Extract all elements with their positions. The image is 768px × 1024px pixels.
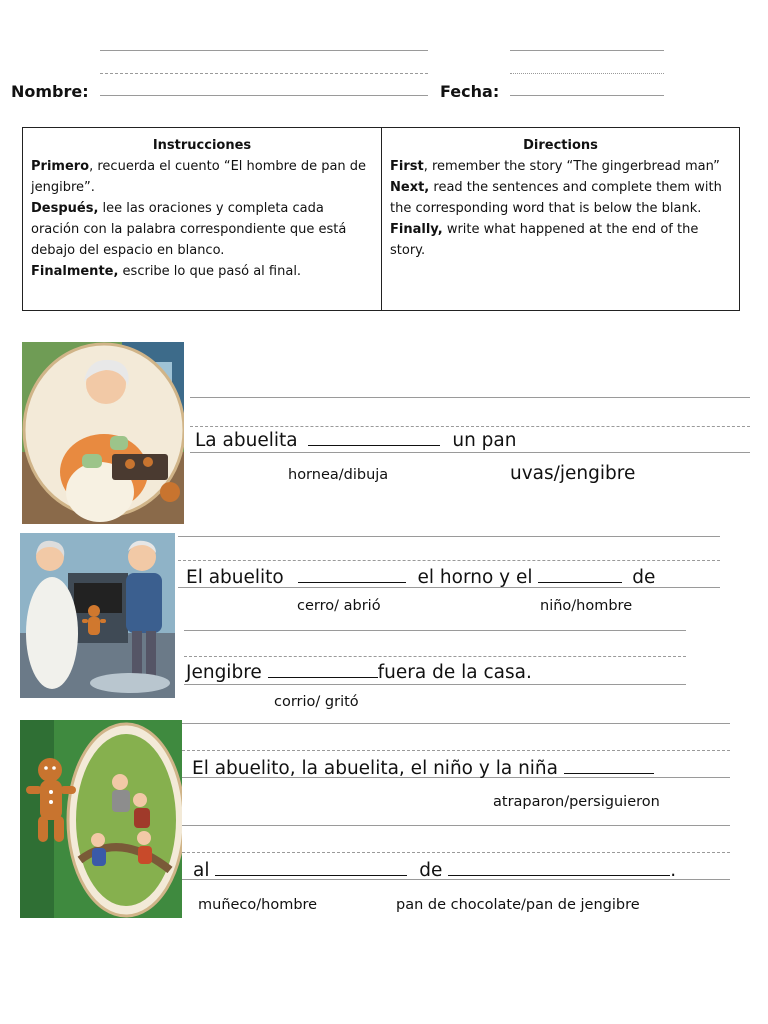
hint-2a: cerro/ abrió [297,598,381,614]
ex5-line-top [182,825,730,826]
sentence-3: Jengibre fuera de la casa. [186,662,532,683]
blank-3[interactable] [268,661,378,678]
hint-5a: muñeco/hombre [198,897,318,913]
name-label: Nombre: [11,82,89,101]
blank-5b[interactable] [448,859,670,876]
hint-1b: uvas/jengibre [510,463,636,484]
blank-4[interactable] [564,757,654,774]
instructions-spanish [23,128,381,310]
date-line-top [510,50,664,51]
name-line-mid [100,73,428,74]
hint-5b: pan de chocolate/pan de jengibre [396,897,640,913]
ex3-line-base [184,684,686,685]
instruction-step-2: Después, lee las oraciones y completa cada oración con la palabra correspondiente que está debajo del espacio en blanco. [31,201,347,258]
ex1-line-mid [190,426,750,427]
blank-2a[interactable] [298,566,406,583]
ex1-line-base [190,452,750,453]
grandmother-baking-image [22,342,184,524]
ex4-line-top [182,723,730,724]
sentence-5: al de . [193,860,677,881]
hint-2b: niño/hombre [540,598,633,614]
directions-title: Directions [523,138,598,153]
ex3-line-mid [184,656,686,657]
instructions-title: Instrucciones [152,138,252,153]
hint-1a: hornea/dibuja [288,467,389,483]
name-line-top [100,50,428,51]
illustration-grandparents-oven [20,533,175,698]
date-label: Fecha: [440,82,500,101]
sentence-1: La abuelita un pan [195,430,517,451]
illustration-chase-scene [20,720,182,918]
name-line-base[interactable] [100,95,428,96]
instruction-step-1: Primero, recuerda el cuento “El hombre de pan de jengibre”. [31,159,367,195]
illustration-grandmother-baking [22,342,184,524]
blank-2b[interactable] [538,566,622,583]
ex3-line-top [184,630,686,631]
instructions-table [22,127,740,311]
blank-5a[interactable] [215,859,407,876]
instructions-english [381,128,739,310]
sentence-4: El abuelito, la abuelita, el niño y la niña [192,757,654,779]
instruction-step-3: Finalmente, escribe lo que pasó al final. [31,264,302,279]
date-line-base[interactable] [510,95,664,96]
direction-step-1: First, remember the story “The gingerbread man” [390,159,720,174]
ex1-line-top [190,397,750,398]
chase-scene-image [20,720,182,918]
hint-3a: corrio/ gritó [274,694,359,710]
ex2-line-mid [178,560,720,561]
grandparents-oven-image [20,533,175,698]
ex4-line-mid [182,750,730,751]
direction-step-2: Next, read the sentences and complete them with the corresponding word that is below the blank. [390,180,722,216]
date-line-mid [510,73,664,74]
ex2-line-top [178,536,720,537]
blank-1[interactable] [308,429,440,446]
direction-step-3: Finally, write what happened at the end of the story. [390,222,699,258]
sentence-2: El abuelito el horno y el de [186,567,656,588]
hint-4a: atraparon/persiguieron [493,794,660,810]
ex5-line-mid [182,852,730,853]
